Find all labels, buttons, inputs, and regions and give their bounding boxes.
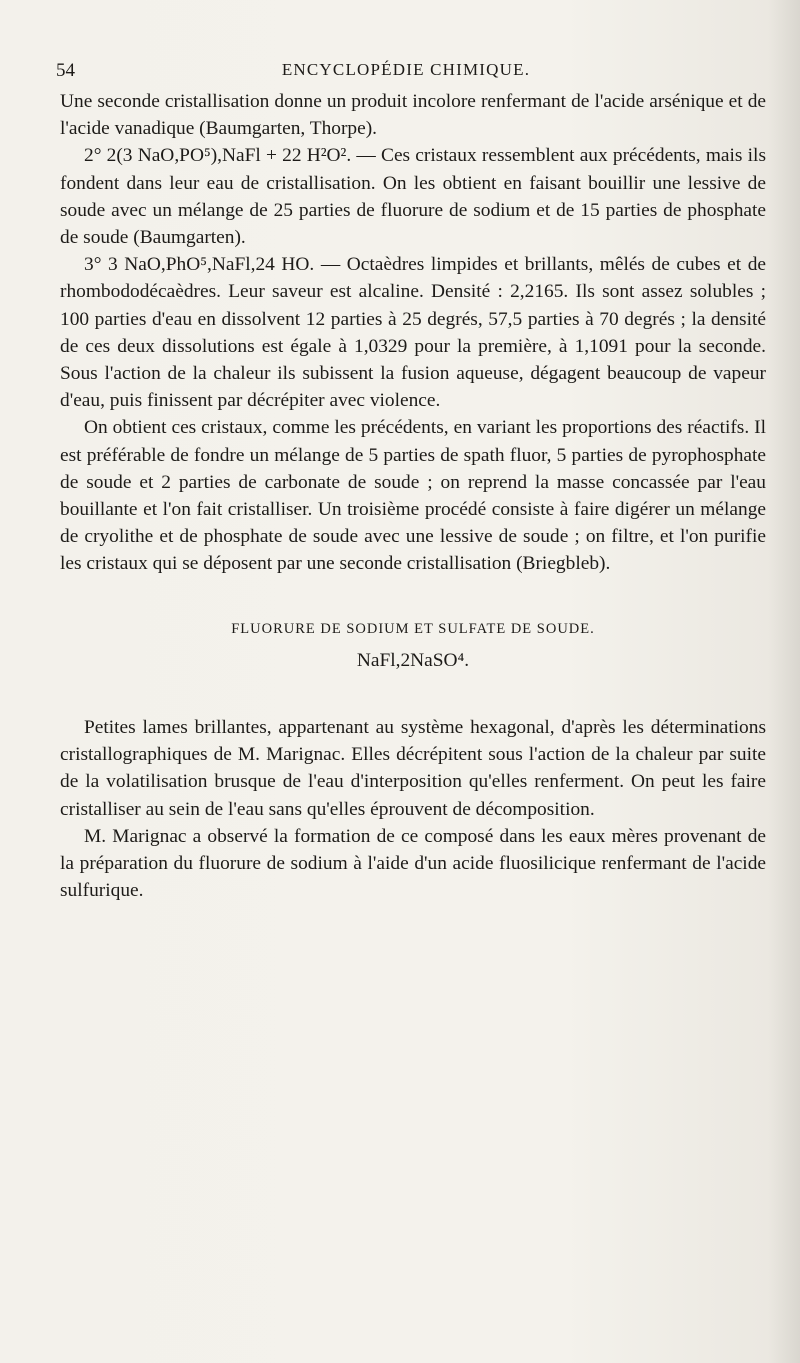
page-body [60, 88, 766, 904]
paragraph-preparation: On obtient ces cristaux, comme les précédents, en variant les proportions des réactifs. Il est préférable de fondre un mélange de 5 parties de spath fluor, 5 parties de pyrophosphate de soude et 2 parties de carbonate de soude ; on reprend la masse concassée par l'eau bouillante et l'on fait cristalliser. Un troisième procédé consiste à faire digérer un mélange de cryolithe et de phosphate de soude avec une lessive de soude ; on filtre, et l'on purifie les cristaux qui se déposent par une seconde cristallisation (Briegbleb). [60, 417, 766, 575]
paragraph-compound-3: 3° 3 NaO,PhO⁵,NaFl,24 HO. — Octaèdres limpides et brillants, mêlés de cubes et de rhombododécaèdres. Leur saveur est alcaline. Densité : 2,2165. Ils sont assez solubles ; 100 parties d'eau en dissolvent 12 parties à 25 degrés, 57,5 parties à 70 degrés ; la densité de ces deux dissolutions est égale à 1,0329 pour la première, à 1,1091 pour la seconde. Sous l'action de la chaleur ils subissent la fusion aqueuse, dégagent beaucoup de vapeur d'eau, puis finissent par décrépiter avec violence. [60, 254, 766, 412]
paragraph-arsenic: Une seconde cristallisation donne un produit incolore renfermant de l'acide arsénique et de l'acide vanadique (Baumgarten, Thorpe). [60, 91, 766, 140]
section-title: FLUORURE DE SODIUM ET SULFATE DE SOUDE. [231, 620, 595, 637]
running-title: ENCYCLOPÉDIE CHIMIQUE. [281, 60, 531, 79]
running-head [56, 60, 756, 82]
page-number: 54 [56, 60, 75, 81]
paragraph-compound-2: 2° 2(3 NaO,PO⁵),NaFl + 22 H²O². — Ces cristaux ressemblent aux précédents, mais ils fondent dans leur eau de cristallisation. On les obtient en faisant bouillir une lessive de soude avec un mélange de 25 parties de fluorure de sodium et de 15 parties de phosphate de soude (Baumgarten). [60, 145, 766, 249]
paragraph-marignac: M. Marignac a observé la formation de ce composé dans les eaux mères provenant de la préparation du fluorure de sodium à l'aide d'un acide fluosilicique renfermant de l'acide sulfurique. [60, 825, 766, 902]
section-formula: NaFl,2NaSO⁴. [356, 649, 470, 671]
paragraph-description: Petites lames brillantes, appartenant au système hexagonal, d'après les déterminations cristallographiques de M. Marignac. Elles décrépitent sous l'action de la chaleur par suite de la volatilisation brusque de l'eau d'interposition qu'elles renferment. On peut les faire cristalliser au sein de l'eau sans qu'elles éprouvent de décomposition. [60, 717, 766, 820]
